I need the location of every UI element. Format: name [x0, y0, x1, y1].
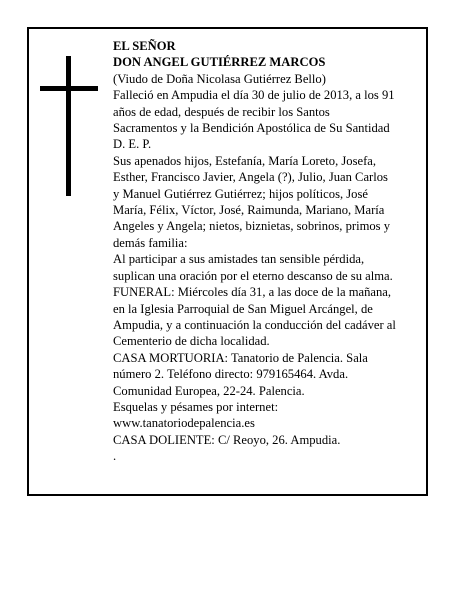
- body-line: Angeles y Angela; nietos, biznietas, sobrinos, primos y: [113, 219, 391, 234]
- trailing-dot: .: [113, 449, 117, 464]
- cross-horizontal-bar: [40, 86, 98, 91]
- body-line: número 2. Teléfono directo: 979165464. Avda.: [113, 367, 349, 382]
- body-line: y Manuel Gutiérrez Gutiérrez; hijos políticos, José: [113, 186, 368, 201]
- body-line: Cementerio de dicha localidad.: [113, 334, 270, 349]
- website-link: www.tanatoriodepalencia.es: [113, 416, 255, 431]
- body-line: Sus apenados hijos, Estefanía, María Loreto, Josefa,: [113, 153, 376, 168]
- widower-line: (Viudo de Doña Nicolasa Gutiérrez Bello): [113, 71, 326, 86]
- body-line: María, Félix, Víctor, José, Raimunda, Mariano, María: [113, 203, 385, 218]
- deceased-name: DON ANGEL GUTIÉRREZ MARCOS: [113, 55, 326, 70]
- body-line: CASA DOLIENTE: C/ Reoyo, 26. Ampudia.: [113, 432, 341, 447]
- body-line: FUNERAL: Miércoles día 31, a las doce de la mañana,: [113, 285, 392, 300]
- cross-vertical-bar: [66, 56, 71, 196]
- body-line: Al participar a sus amistades tan sensible pérdida,: [113, 252, 365, 267]
- body-line: años de edad, después de recibir los Santos: [113, 104, 330, 119]
- body-line: Esther, Francisco Javier, Angela (?), Julio, Juan Carlos: [113, 170, 388, 185]
- body-line: demás familia:: [113, 235, 188, 250]
- body-line: Comunidad Europea, 22-24. Palencia.: [113, 383, 305, 398]
- body-line: suplican una oración por el eterno descanso de su alma.: [113, 268, 393, 283]
- body-line: Esquelas y pésames por internet:: [113, 399, 279, 414]
- cross-icon: [40, 56, 98, 196]
- body-line: D. E. P.: [113, 137, 152, 152]
- obituary-text: [113, 38, 423, 465]
- body-line: Falleció en Ampudia el día 30 de julio de 2013, a los 91: [113, 88, 395, 103]
- body-line: Sacramentos y la Bendición Apostólica de Su Santidad: [113, 121, 390, 136]
- title-line: EL SEÑOR: [113, 39, 176, 53]
- body-line: CASA MORTUORIA: Tanatorio de Palencia. Sala: [113, 350, 368, 365]
- body-line: en la Iglesia Parroquial de San Miguel Arcángel, de: [113, 301, 373, 316]
- body-line: Ampudia, y a continuación la conducción del cadáver al: [113, 317, 396, 332]
